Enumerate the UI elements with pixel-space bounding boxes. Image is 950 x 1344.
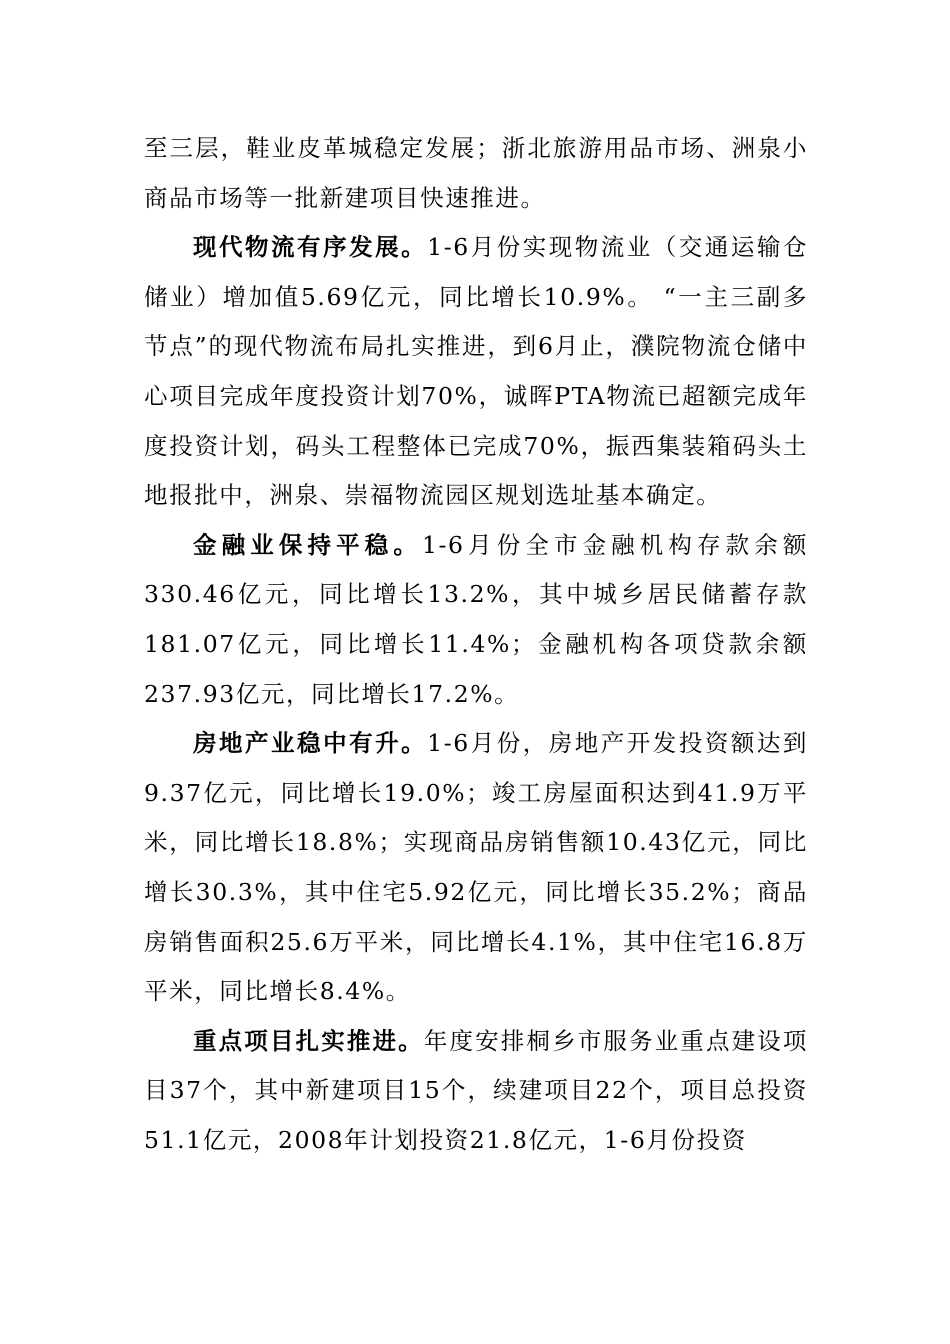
paragraph-heading: 房地产业稳中有升。 bbox=[193, 729, 428, 758]
paragraph-real-estate bbox=[144, 719, 808, 1017]
paragraph-text: 1-6月份，房地产开发投资额达到9.37亿元，同比增长19.0%；竣工房屋面积达到41.9万平米，同比增长18.8%；实现商品房销售额10.43亿元，同比增长30.3%，其中住宅5.92亿元，同比增长35.2%；商品房销售面积25.6万平米，同比增长4.1%，其中住宅16.8万平米，同比增长8.4%。 bbox=[144, 729, 808, 1006]
paragraph-finance bbox=[144, 521, 808, 719]
paragraph-logistics bbox=[144, 223, 808, 521]
paragraph-text: 年度安排桐乡市服务业重点建设项目37个，其中新建项目15个，续建项目22个，项目总投资51.1亿元，2008年计划投资21.8亿元，1-6月份投资 bbox=[144, 1026, 808, 1154]
paragraph-text: 至三层，鞋业皮革城稳定发展；浙北旅游用品市场、洲泉小商品市场等一批新建项目快速推进。 bbox=[144, 134, 808, 212]
document-page bbox=[144, 124, 808, 1165]
paragraph-text: 1-6月份实现物流业（交通运输仓储业）增加值5.69亿元，同比增长10.9%。 “一主三副多节点”的现代物流布局扎实推进，到6月止，濮院物流仓储中心项目完成年度投资计划70%，诚晖PTA物流已超额完成年度投资计划，码头工程整体已完成70%，振西集装箱码头土地报批中，洲泉、崇福物流园区规划选址基本确定。 bbox=[144, 233, 808, 510]
paragraph-market-continuation bbox=[144, 124, 808, 223]
paragraph-key-projects bbox=[144, 1017, 808, 1166]
paragraph-text: 1-6月份全市金融机构存款余额330.46亿元，同比增长13.2%，其中城乡居民储蓄存款181.07亿元，同比增长11.4%；金融机构各项贷款余额237.93亿元，同比增长17.2%。 bbox=[144, 530, 808, 708]
paragraph-heading: 现代物流有序发展。 bbox=[193, 233, 428, 262]
paragraph-heading: 重点项目扎实推进。 bbox=[193, 1026, 424, 1055]
paragraph-heading: 金融业保持平稳。 bbox=[193, 530, 422, 559]
